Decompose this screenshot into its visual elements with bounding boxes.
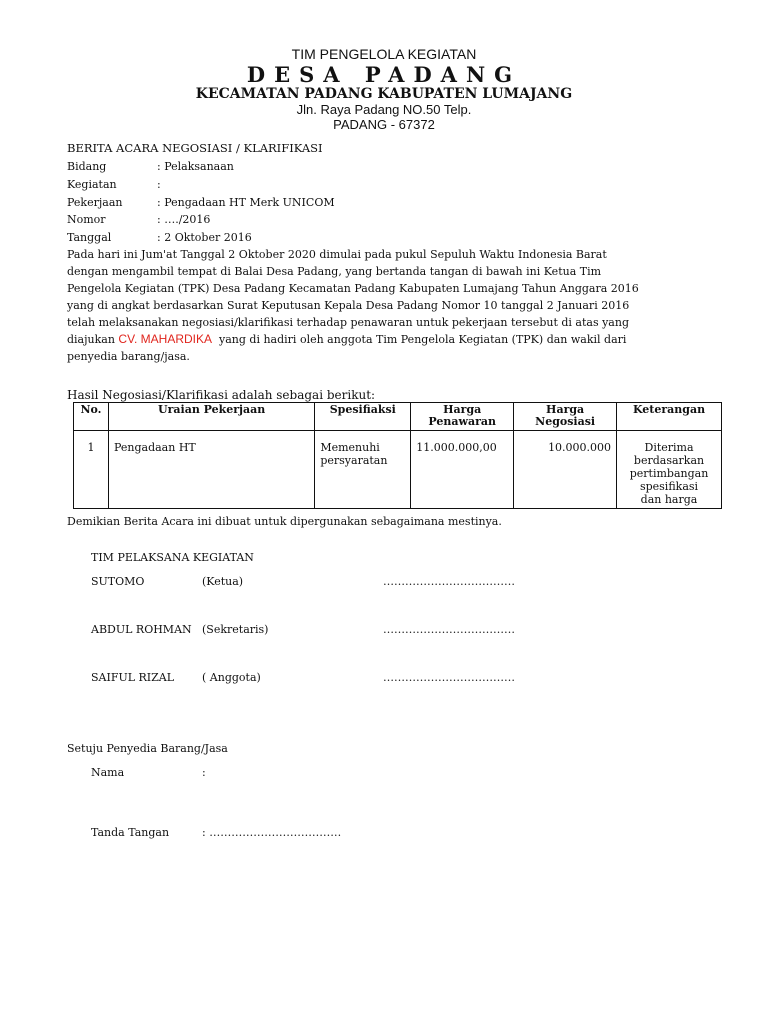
cell-uraian: Pengadaan HT — [108, 431, 314, 509]
info-label-nomor: Nomor — [67, 213, 106, 226]
info-label-tanggal: Tanggal — [67, 231, 112, 244]
member-role-sekretaris: (Sekretaris) — [202, 623, 269, 636]
member-name-sekretaris: ABDUL ROHMAN — [91, 623, 192, 636]
supplier-signature-line: : ……………………………… — [202, 826, 342, 839]
info-label-bidang: Bidang — [67, 160, 107, 173]
col-header-no: No. — [74, 403, 109, 431]
col-header-harga-negosiasi — [514, 403, 617, 431]
col-header-spesifikasi: Spesifiaksi — [315, 403, 411, 431]
closing-statement: Demikian Berita Acara ini dibuat untuk dipergunakan sebagaimana mestinya. — [67, 515, 502, 528]
header-district: KECAMATAN PADANG KABUPATEN LUMAJANG — [195, 86, 573, 102]
cell-harga-negosiasi: 10.000.000 — [514, 431, 617, 509]
vendor-name: CV. MAHARDIKA — [118, 332, 213, 346]
supplier-name-label: Nama — [91, 766, 125, 779]
negotiation-table — [73, 402, 722, 509]
member-role-ketua: (Ketua) — [202, 575, 244, 588]
header-text: Penawaran — [428, 415, 497, 428]
cell-text: persyaratan — [320, 454, 388, 467]
paragraph-line — [67, 348, 714, 365]
paragraph-text: yang di hadiri oleh anggota Tim Pengelola Kegiatan (TPK) dan wakil dari — [219, 333, 627, 346]
supplier-signature-label: Tanda Tangan — [91, 826, 170, 839]
member-name-ketua: SUTOMO — [91, 575, 145, 588]
cell-text: dan harga — [640, 493, 698, 506]
info-label-kegiatan: Kegiatan — [67, 178, 117, 191]
info-value-bidang: : Pelaksanaan — [157, 160, 234, 173]
signature-line-anggota: ……………………………… — [383, 671, 515, 684]
cell-text: pertimbangan — [629, 467, 709, 480]
member-role-anggota: ( Anggota) — [202, 671, 261, 684]
header-text: Harga — [443, 403, 482, 416]
cell-text: Diterima — [644, 441, 694, 454]
cell-text: spesifikasi — [639, 480, 699, 493]
cell-text: berdasarkan — [633, 454, 705, 467]
results-heading: Hasil Negosiasi/Klarifikasi adalah sebagai berikut: — [67, 388, 376, 402]
paragraph-line — [67, 297, 714, 314]
paragraph-text: yang di angkat berdasarkan Surat Keputusan Kepala Desa Padang Nomor 10 tanggal 2 Januari 2016 — [67, 299, 630, 312]
cell-spesifikasi — [315, 431, 411, 509]
paragraph-line — [67, 263, 714, 280]
team-title: TIM PELAKSANA KEGIATAN — [91, 551, 254, 564]
paragraph-text: penyedia barang/jasa. — [67, 350, 190, 363]
paragraph-line — [67, 314, 714, 331]
header-address: Jln. Raya Padang NO.50 Telp. — [296, 102, 472, 117]
col-header-uraian: Uraian Pekerjaan — [108, 403, 314, 431]
supplier-name-value: : — [202, 766, 206, 779]
paragraph-line — [67, 280, 714, 297]
col-header-keterangan: Keterangan — [617, 403, 722, 431]
header-village-name: DESA PADANG — [246, 62, 522, 87]
info-value-nomor: : …./2016 — [157, 213, 211, 226]
col-header-harga-penawaran — [411, 403, 514, 431]
paragraph-text: Pengelola Kegiatan (TPK) Desa Padang Kecamatan Padang Kabupaten Lumajang Tahun Anggara 2016 — [67, 282, 639, 295]
header-org-name: TIM PENGELOLA KEGIATAN — [291, 46, 477, 62]
body-paragraph — [67, 246, 714, 365]
header-postal: PADANG - 67372 — [333, 117, 435, 132]
table-row — [74, 431, 722, 509]
signature-line-sekretaris: ……………………………… — [383, 623, 515, 636]
paragraph-line — [67, 331, 714, 348]
info-value-pekerjaan: : Pengadaan HT Merk UNICOM — [157, 196, 335, 209]
cell-text: Memenuhi — [320, 441, 380, 454]
header-text: Negosiasi — [535, 415, 596, 428]
supplier-title: Setuju Penyedia Barang/Jasa — [67, 742, 228, 755]
signature-line-ketua: ……………………………… — [383, 575, 515, 588]
member-name-anggota: SAIFUL RIZAL — [91, 671, 175, 684]
table-header-row — [74, 403, 722, 431]
cell-no: 1 — [74, 431, 109, 509]
paragraph-line — [67, 246, 714, 263]
document-title: BERITA ACARA NEGOSIASI / KLARIFIKASI — [67, 141, 323, 155]
paragraph-text: dengan mengambil tempat di Balai Desa Padang, yang bertanda tangan di bawah ini Ketua Tim — [67, 265, 602, 278]
cell-keterangan — [617, 431, 722, 509]
paragraph-text: diajukan — [67, 333, 115, 346]
paragraph-text: Pada hari ini Jum'at Tanggal 2 Oktober 2020 dimulai pada pukul Sepuluh Waktu Indonesia Barat — [67, 248, 607, 261]
header-text: Harga — [546, 403, 585, 416]
info-value-tanggal: : 2 Oktober 2016 — [157, 231, 252, 244]
info-value-kegiatan: : — [157, 178, 161, 191]
cell-harga-penawaran: 11.000.000,00 — [411, 431, 514, 509]
paragraph-text: telah melaksanakan negosiasi/klarifikasi terhadap penawaran untuk pekerjaan tersebut di atas yang — [67, 316, 629, 329]
info-label-pekerjaan: Pekerjaan — [67, 196, 123, 209]
